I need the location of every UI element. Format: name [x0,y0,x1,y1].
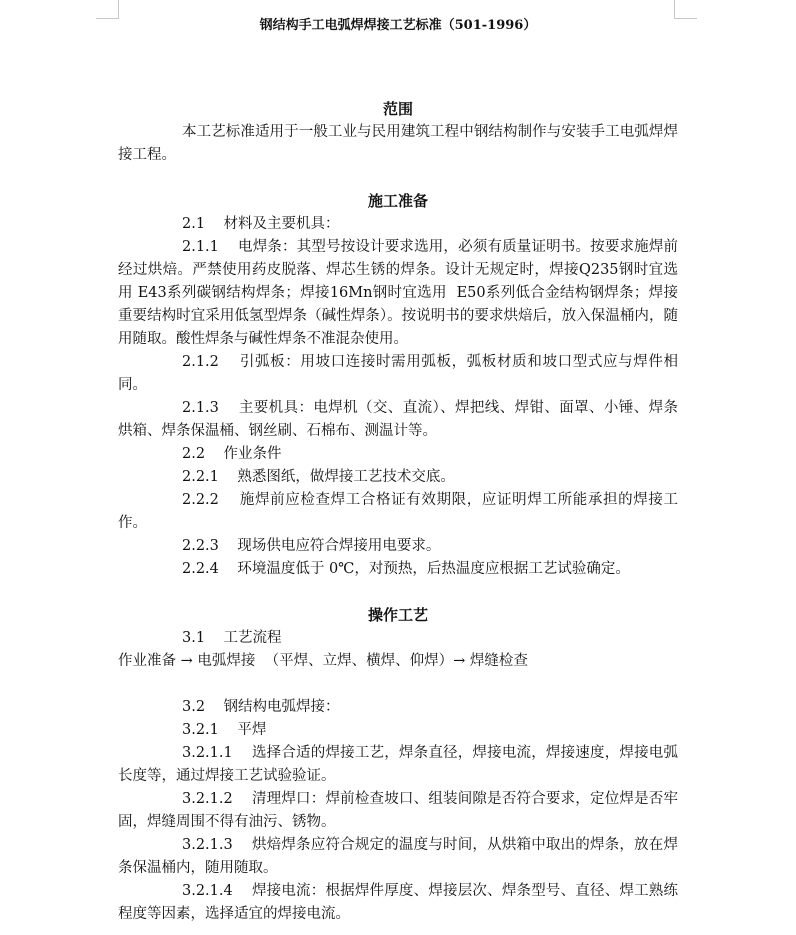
paragraph-2-1: 2.1 材料及主要机具： [182,216,340,232]
section-heading-preparation: 施工准备 [367,192,428,210]
document-page [118,14,678,926]
paragraph-2-1-2: 2.1.2 引弧板：用坡口连接时需用弧板，弧板材质和坡口型式应与焊件相同。 [118,354,678,393]
paragraph-3-2-1-4: 3.2.1.4 焊接电流：根据焊件厚度、焊接层次、焊条型号、直径、焊工熟练程度等因素，选择适宜的焊接电流。 [118,883,678,922]
page-corner-mark-left [96,0,119,19]
paragraph-3-2-1-2: 3.2.1.2 清理焊口：焊前检查坡口、组装间隙是否符合要求，定位焊是否牢固，焊缝周围不得有油污、锈物。 [118,791,678,830]
paragraph-3-2-1: 3.2.1 平焊 [182,722,267,738]
paragraph-2-2-4: 2.2.4 环境温度低于 0℃，对预热，后热温度应根据工艺试验确定。 [182,561,630,577]
scope-paragraph: 本工艺标准适用于一般工业与民用建筑工程中钢结构制作与安装手工电弧焊焊接工程。 [118,124,678,163]
paragraph-2-1-3: 2.1.3 主要机具：电焊机（交、直流）、焊把线、焊钳、面罩、小锤、焊条烘箱、焊条保温桶、钢丝刷、石棉布、测温计等。 [118,400,678,439]
paragraph-3-2: 3.2 钢结构电弧焊接： [182,699,340,715]
paragraph-2-1-1: 2.1.1 电焊条：其型号按设计要求选用，必须有质量证明书。按要求施焊前经过烘焙。严禁使用药皮脱落、焊芯生锈的焊条。设计无规定时，焊接Q235钢时宜选用 E43系列碳钢结构焊条；焊接16Mn钢时宜选用 E50系列低合金结构钢焊条；焊接重要结构时宜采用低氢型焊条（碱性焊条）。按说明书的要求烘焙后，放入保温桶内，随用随取。酸性焊条与碱性焊条不准混杂使用。 [118,239,678,347]
paragraph-3-1: 3.1 工艺流程 [182,630,282,646]
paragraph-3-2-1-1: 3.2.1.1 选择合适的焊接工艺，焊条直径，焊接电流，焊接速度，焊接电弧长度等，通过焊接工艺试验验证。 [118,745,678,784]
section-heading-operation: 操作工艺 [367,606,428,624]
process-flow-line: 作业准备 → 电弧焊接 （平焊、立焊、横焊、仰焊）→ 焊缝检查 [118,653,528,669]
paragraph-2-2-2: 2.2.2 施焊前应检查焊工合格证有效期限，应证明焊工所能承担的焊接工作。 [118,492,678,531]
paragraph-3-2-1-3: 3.2.1.3 烘焙焊条应符合规定的温度与时间，从烘箱中取出的焊条，放在焊条保温桶内，随用随取。 [118,837,678,876]
spacer [118,167,678,190]
section-heading-scope: 范围 [382,100,413,118]
paragraph-2-2-1: 2.2.1 熟悉图纸，做焊接工艺技术交底。 [182,469,455,485]
spacer [118,581,678,604]
spacer [118,38,678,98]
paragraph-2-2-3: 2.2.3 现场供电应符合焊接用电要求。 [182,538,441,554]
document-title: 钢结构手工电弧焊焊接工艺标准（501-1996） [259,18,537,33]
paragraph-2-2: 2.2 作业条件 [182,446,282,462]
spacer [118,673,678,696]
